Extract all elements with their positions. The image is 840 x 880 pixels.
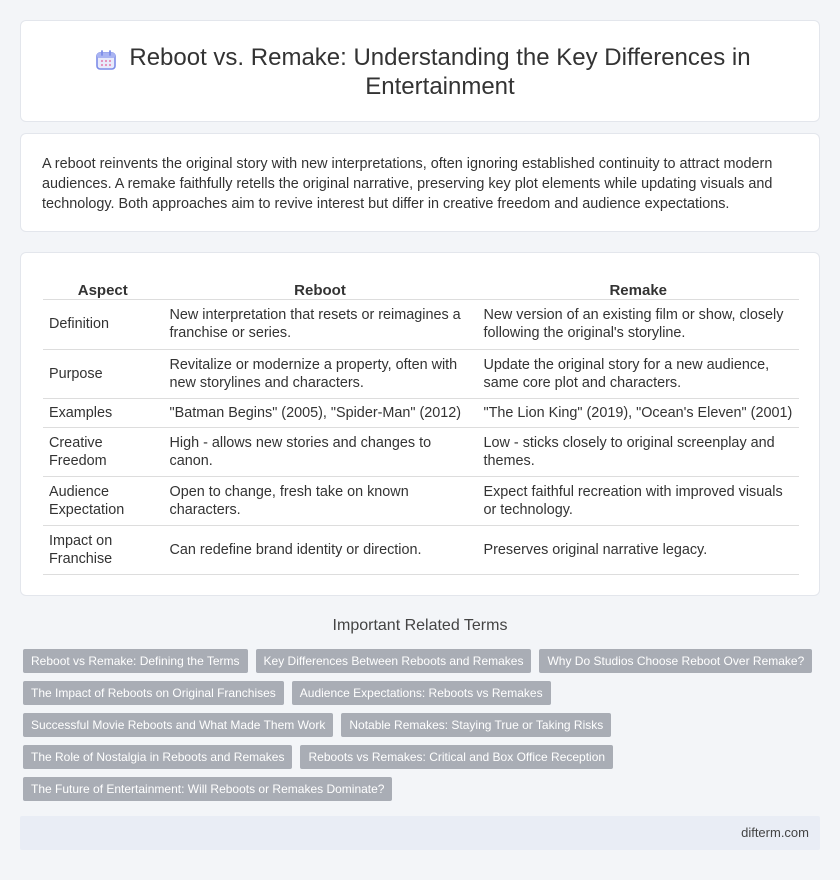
table-header-row	[43, 275, 799, 299]
reboot-cell: "Batman Begins" (2005), "Spider-Man" (2012)	[163, 398, 477, 427]
remake-cell: Low - sticks closely to original screenplay and themes.	[477, 427, 799, 476]
table-row	[43, 349, 799, 398]
reboot-cell: New interpretation that resets or reimagines a franchise or series.	[163, 299, 477, 349]
related-terms-list	[23, 649, 813, 809]
reboot-cell: Revitalize or modernize a property, often with new storylines and characters.	[163, 349, 477, 398]
related-term-tag[interactable]: The Future of Entertainment: Will Reboots or Remakes Dominate?	[23, 777, 392, 801]
aspect-cell: Creative Freedom	[43, 427, 163, 476]
related-term-tag[interactable]: Notable Remakes: Staying True or Taking Risks	[341, 713, 611, 737]
table-row	[43, 525, 799, 574]
aspect-cell: Examples	[43, 398, 163, 427]
reboot-cell: Can redefine brand identity or direction.	[163, 525, 477, 574]
reboot-cell: High - allows new stories and changes to canon.	[163, 427, 477, 476]
table-row	[43, 299, 799, 349]
related-term-tag[interactable]: The Impact of Reboots on Original Franchises	[23, 681, 284, 705]
related-term-tag[interactable]: Key Differences Between Reboots and Remakes	[256, 649, 532, 673]
table-row	[43, 398, 799, 427]
header-remake: Remake	[477, 275, 799, 299]
related-term-tag[interactable]: Successful Movie Reboots and What Made Them Work	[23, 713, 333, 737]
remake-cell: Preserves original narrative legacy.	[477, 525, 799, 574]
footer-site-link[interactable]: difterm.com	[741, 825, 809, 840]
related-term-tag[interactable]: Reboots vs Remakes: Critical and Box Office Reception	[300, 745, 613, 769]
aspect-cell: Definition	[43, 299, 163, 349]
table-row	[43, 427, 799, 476]
related-term-tag[interactable]: The Role of Nostalgia in Reboots and Remakes	[23, 745, 292, 769]
reboot-cell: Open to change, fresh take on known characters.	[163, 476, 477, 525]
related-term-tag[interactable]: Reboot vs Remake: Defining the Terms	[23, 649, 248, 673]
remake-cell: New version of an existing film or show, closely following the original's storyline.	[477, 299, 799, 349]
remake-cell: Update the original story for a new audience, same core plot and characters.	[477, 349, 799, 398]
footer	[20, 816, 820, 850]
remake-cell: Expect faithful recreation with improved visuals or technology.	[477, 476, 799, 525]
comparison-card	[20, 252, 820, 596]
related-terms-heading: Important Related Terms	[332, 617, 508, 634]
intro-paragraph: A reboot reinvents the original story with new interpretations, often ignoring established continuity to attract modern audiences. A remake faithfully retells the original narrative, preserving key plot elements while updating visuals and technology. Both approaches aim to revive interest but differ in creative freedom and audience expectations.	[42, 156, 773, 212]
intro-card	[20, 133, 820, 232]
comparison-table	[43, 275, 799, 575]
aspect-cell: Audience Expectation	[43, 476, 163, 525]
related-term-tag[interactable]: Audience Expectations: Reboots vs Remakes	[292, 681, 551, 705]
aspect-cell: Impact on Franchise	[43, 525, 163, 574]
related-term-tag[interactable]: Why Do Studios Choose Reboot Over Remake?	[539, 649, 812, 673]
aspect-cell: Purpose	[43, 349, 163, 398]
header-reboot: Reboot	[163, 275, 477, 299]
table-row	[43, 476, 799, 525]
title-card	[20, 20, 820, 122]
page-title: Reboot vs. Remake: Understanding the Key Differences in Entertainment	[129, 44, 751, 100]
header-aspect: Aspect	[43, 275, 163, 299]
remake-cell: "The Lion King" (2019), "Ocean's Eleven" (2001)	[477, 398, 799, 427]
